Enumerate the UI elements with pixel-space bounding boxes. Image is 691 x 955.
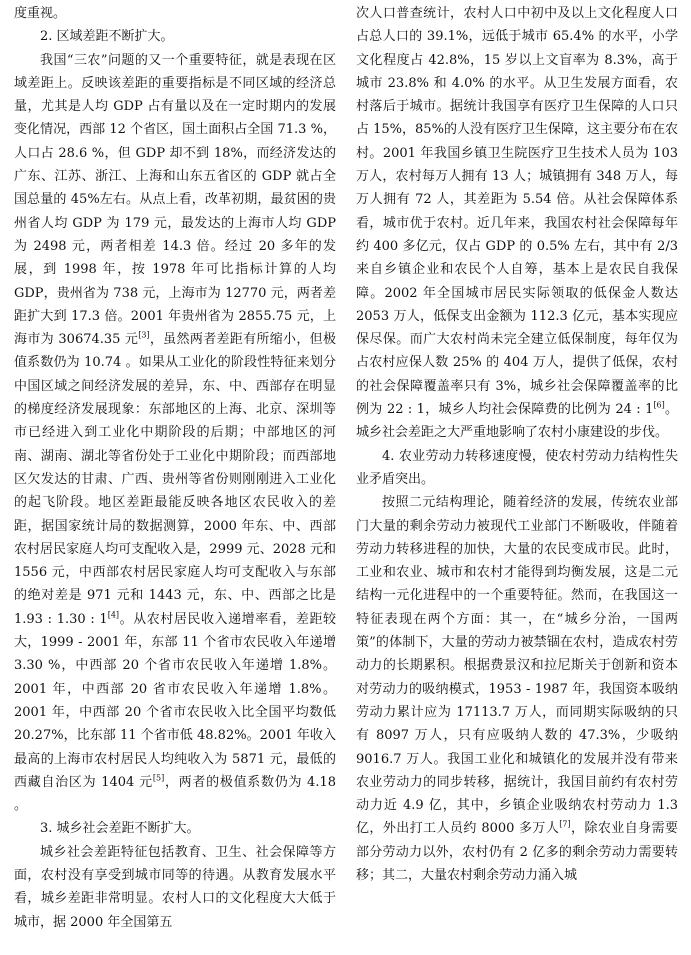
paragraph-text: 我国“三农”问题的又一个重要特征，就是表现在区域差距上。反映该差距的重要指标是不同区域的经济总量，尤其是人均 GDP 占有量以及在一定时期内的发展变化情况，西部 12 个省区，国土面积占全国 71.3 %，人口占 28.6 %，但 GDP 却不到 18%，而经济发达的广东、江苏、浙江、上海和山东五省区的 GDP 就占全国总量的 45%左右。从点上看，改革初期，最贫困的贵州省人均 GDP 为 179 元，最发达的上海市人均 GDP 为 2498 元，两者相差 14.3 倍。经过 20 多年的发展，到 1998 年，按 1978 年可比指标计算的人均 GDP，贵州省为 738 元，上海市为 12770 元，两者差距扩大到 17.3 倍。2001 年贵州省为 2855.75 元，上海市为 30674.35 元 <box>14 52 336 348</box>
heading-text: 4. 农业劳动力转移速度慢，使农村劳动力结构性失业矛盾突出。 <box>356 448 678 487</box>
paragraph-labor-transfer <box>356 491 678 887</box>
heading-text: 2. 区域差距不断扩大。 <box>40 29 174 45</box>
paragraph-text: 。城乡社会差距之大严重地影响了农村小康建设的步伐。 <box>356 402 678 441</box>
section-heading-3 <box>14 817 336 840</box>
heading-text: 3. 城乡社会差距不断扩大。 <box>40 821 200 837</box>
paragraph-text: 。从农村居民收入递增率看，差距较大，1999 - 2001 年，东部 11 个省市农民收入年递增 3.30 %，中西部 20 个省市农民收入年递增 1.8%。2001 年，中西部 20 省市农民收入年递增 1.8%。2001 年，中西部 20 个省市农民收入比全国平均数低 20.27%，比东部 11 个省市低 48.82%。2001 年收入最高的上海市农村居民人均纯收入为 5871 元，最低的西藏自治区为 1404 元 <box>14 611 336 790</box>
left-column <box>14 2 336 934</box>
citation-ref: [6] <box>653 400 665 410</box>
paragraph-urban-rural-social-gap <box>14 841 336 934</box>
paragraph-text: ，两者的极值系数仍为 4.18 。 <box>14 774 336 814</box>
paragraph-regional-gap <box>14 49 336 818</box>
citation-ref: [5] <box>152 773 165 783</box>
paragraph-text: 城乡社会差距特征包括教育、卫生、社会保障等方面，农村没有享受到城市同等的待遇。从教育发展水平看，城乡差距非常明显。农村人口的文化程度大大低于城市，据 2000 年全国第五 <box>14 844 336 930</box>
citation-ref: [3] <box>138 330 150 340</box>
paragraph-text: ，除农业自身需要部分劳动力以外，农村仍有 2 亿多的剩余劳动力需要转移；其二，大量农村剩余劳动力涌入城 <box>356 821 678 883</box>
paragraph-text: ，虽然两者差距有所缩小，但极值系数仍为 10.74 。如果从工业化的阶段性特征来划分中国区域之间经济发展的差异，东、中、西部存在明显的梯度经济发展现象：东部地区的上海、北京、深圳等市已经进入到工业化中期阶段的后期；中部地区的河南、湖南、湖北等省份处于工业化中期阶段；而西部地区欠发达的甘肃、广西、贵州等省份则刚刚进入工业化的起飞阶段。地区差距最能反映各地区农民收入的差距，据国家统计局的数据测算，2000 年东、中、西部农村居民家庭人均可支配收入是，2999 元、2028 元和 1556 元，中西部农村居民家庭人均可支配收入与东部的绝对差是 971 元和 1443 元，东、中、西部之比是 1.93 : 1.30 : 1 <box>14 332 336 627</box>
paragraph-text: 度重视。 <box>14 6 67 21</box>
right-column <box>356 2 678 887</box>
section-heading-2 <box>14 25 336 48</box>
paragraph-text: 按照二元结构理论，随着经济的发展，传统农业部门大量的剩余劳动力被现代工业部门不断吸收，伴随着劳动力转移进程的加快，大量的农民变成市民。此时，工业和农业、城市和农村才能得到均衡发展，这是二元结构一元化进程中的一个重要特征。然而，在我国这一特征表现在两个方面：其一，在“城乡分治，一国两策”的体制下，大量的劳动力被禁锢在农村，造成农村劳动力的长期累积。根据费景汉和拉尼斯关于创新和资本对劳动力的吸纳模式，1953 - 1987 年，我国资本吸纳劳动力累计应为 17113.7 万人，而同期实际吸纳的只有 8097 万人，只有应吸纳人数的 47.3%，少吸纳 9016.7 万人。我国工业化和城镇化的发展并没有带来农业劳动力的同步转移，据统计，我国目前约有农村劳动力近 4.9 亿，其中，乡镇企业吸纳农村劳动力 1.3 亿，外出打工人员约 8000 多万人 <box>356 495 678 837</box>
paragraph-continued <box>356 2 678 445</box>
citation-ref: [4] <box>107 610 120 620</box>
paragraph-continued <box>14 2 336 25</box>
paragraph-text: 次人口普查统计，农村人口中初中及以上文化程度人口占总人口的 39.1%，远低于城市 65.4% 的水平，小学文化程度占 42.8%，15 岁以上文盲率为 8.3%，高于城市 23.8% 和 4.0% 的水平。从卫生发展方面看，农村落后于城市。据统计我国享有医疗卫生保障的人口只占 15%，85%的人没有医疗卫生保障，这主要分布在农村。2001 年我国乡镇卫生院医疗卫生技术人员为 103 万人，农村每万人拥有 13 人；城镇拥有 348 万人，每万人拥有 72 人，其差距为 5.54 倍。从社会保障体系看，城市优于农村。近几年来，我国农村社会保障每年约 400 多亿元，仅占 GDP 的 0.5% 左右，其中有 2/3 来自乡镇企业和农民个人自筹，基本上是农民自我保障。2002 年全国城市居民实际领取的低保金人数达 2053 万人，低保支出金额为 112.3 亿元，基本实现应保尽保。而广大农村尚未完全建立低保制度，每年仅为占农村应保人数 25% 的 404 万人，提供了低保，农村的社会保障覆盖率只有 3%，城乡社会保障覆盖率的比例为 22 : 1，城乡人均社会保障费的比例为 24 : 1 <box>356 6 678 418</box>
citation-ref: [7] <box>559 820 571 830</box>
section-heading-4 <box>356 445 678 492</box>
